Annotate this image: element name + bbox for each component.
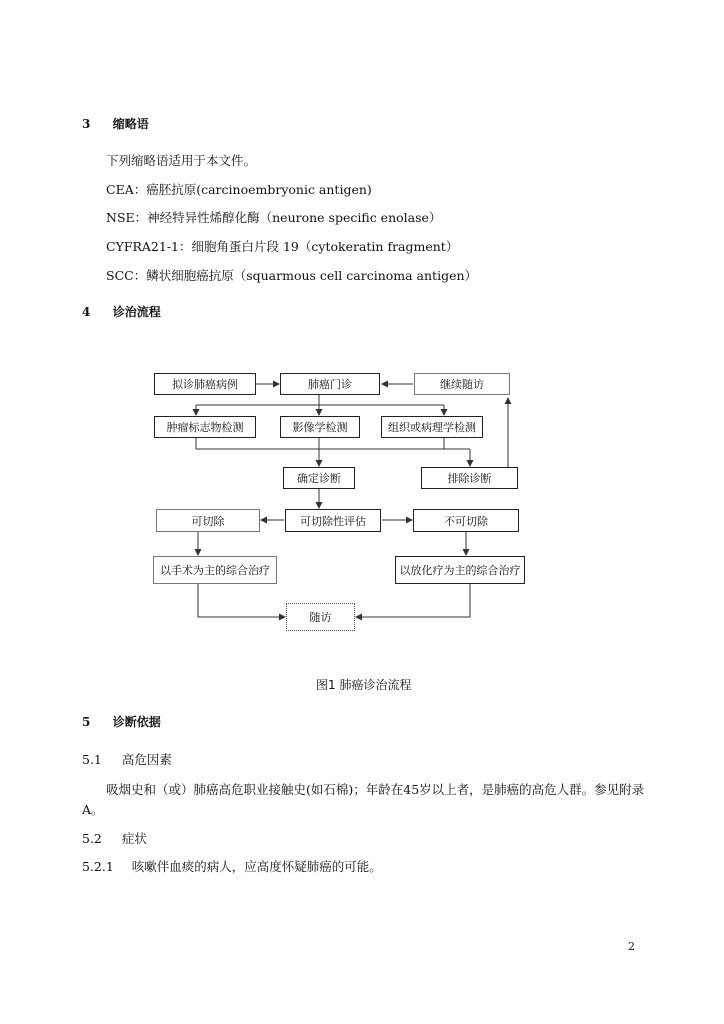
abbr-item-nse: NSE：神经特异性烯醇化酶（neurone specific enolase） [106,210,442,225]
section-5-1-text-line2: A。 [82,802,104,817]
flow-box-tumor-markers: 肿瘤标志物检测 [154,416,256,438]
section-5-1-heading [82,750,172,768]
flow-box-confirm: 确定诊断 [283,467,355,489]
flow-box-followup: 随访 [286,603,355,631]
section-5-1-text-line1: 吸烟史和（或）肺癌高危职业接触史(如石棉)；年龄在45岁以上者，是肺癌的高危人群。参见附录 [106,782,645,797]
abbr-item-cyfra: CYFRA21-1：细胞角蛋白片段 19（cytokeratin fragment） [106,239,459,254]
arrow-radiochemo-followup [356,584,470,617]
flow-box-radio-chemo-tx: 以放化疗为主的综合治疗 [395,556,525,584]
section-5-2-heading [82,829,147,847]
section-5-2-title: 症状 [121,831,147,846]
section-5-1-title: 高危因素 [121,752,172,767]
figure-caption: 图1 肺癌诊治流程 [316,678,412,692]
section-5-1-number: 5.1 [82,752,102,767]
flow-box-suspect: 拟诊肺癌病例 [154,373,256,395]
flow-box-imaging: 影像学检测 [280,416,360,438]
flow-box-resect-eval: 可切除性评估 [285,509,381,532]
flow-box-surgery-tx: 以手术为主的综合治疗 [153,556,277,584]
flow-box-resectable: 可切除 [156,509,260,532]
section-5-2-number: 5.2 [82,831,102,846]
section-4-title: 诊治流程 [112,305,161,319]
flow-box-exclude: 排除诊断 [421,467,518,489]
page-number: 2 [628,940,635,953]
abbr-intro: 下列缩略语适用于本文件。 [106,153,257,168]
section-5-2-1-number: 5.2.1 [82,859,114,874]
flow-box-unresectable: 不可切除 [413,509,519,532]
abbr-item-scc: SCC：鳞状细胞癌抗原（squarmous cell carcinoma antigen） [106,268,478,283]
section-3-number: 3 [82,117,91,131]
section-5-2-1-paragraph [82,857,382,875]
flow-box-pathology: 组织或病理学检测 [381,416,483,438]
section-5-heading [82,713,161,730]
section-5-title: 诊断依据 [112,715,161,729]
abbr-item-cea: CEA：癌胚抗原(carcinoembryonic antigen) [106,182,372,197]
section-5-2-1-text: 咳嗽伴血痰的病人，应高度怀疑肺癌的可能。 [131,859,382,874]
flow-box-clinic: 肺癌门诊 [280,373,380,395]
arrow-surgery-followup [198,584,285,617]
section-4-number: 4 [82,305,91,319]
section-5-number: 5 [82,715,91,729]
section-3-title: 缩略语 [112,117,149,131]
flow-box-followup-continue: 继续随访 [414,373,510,395]
